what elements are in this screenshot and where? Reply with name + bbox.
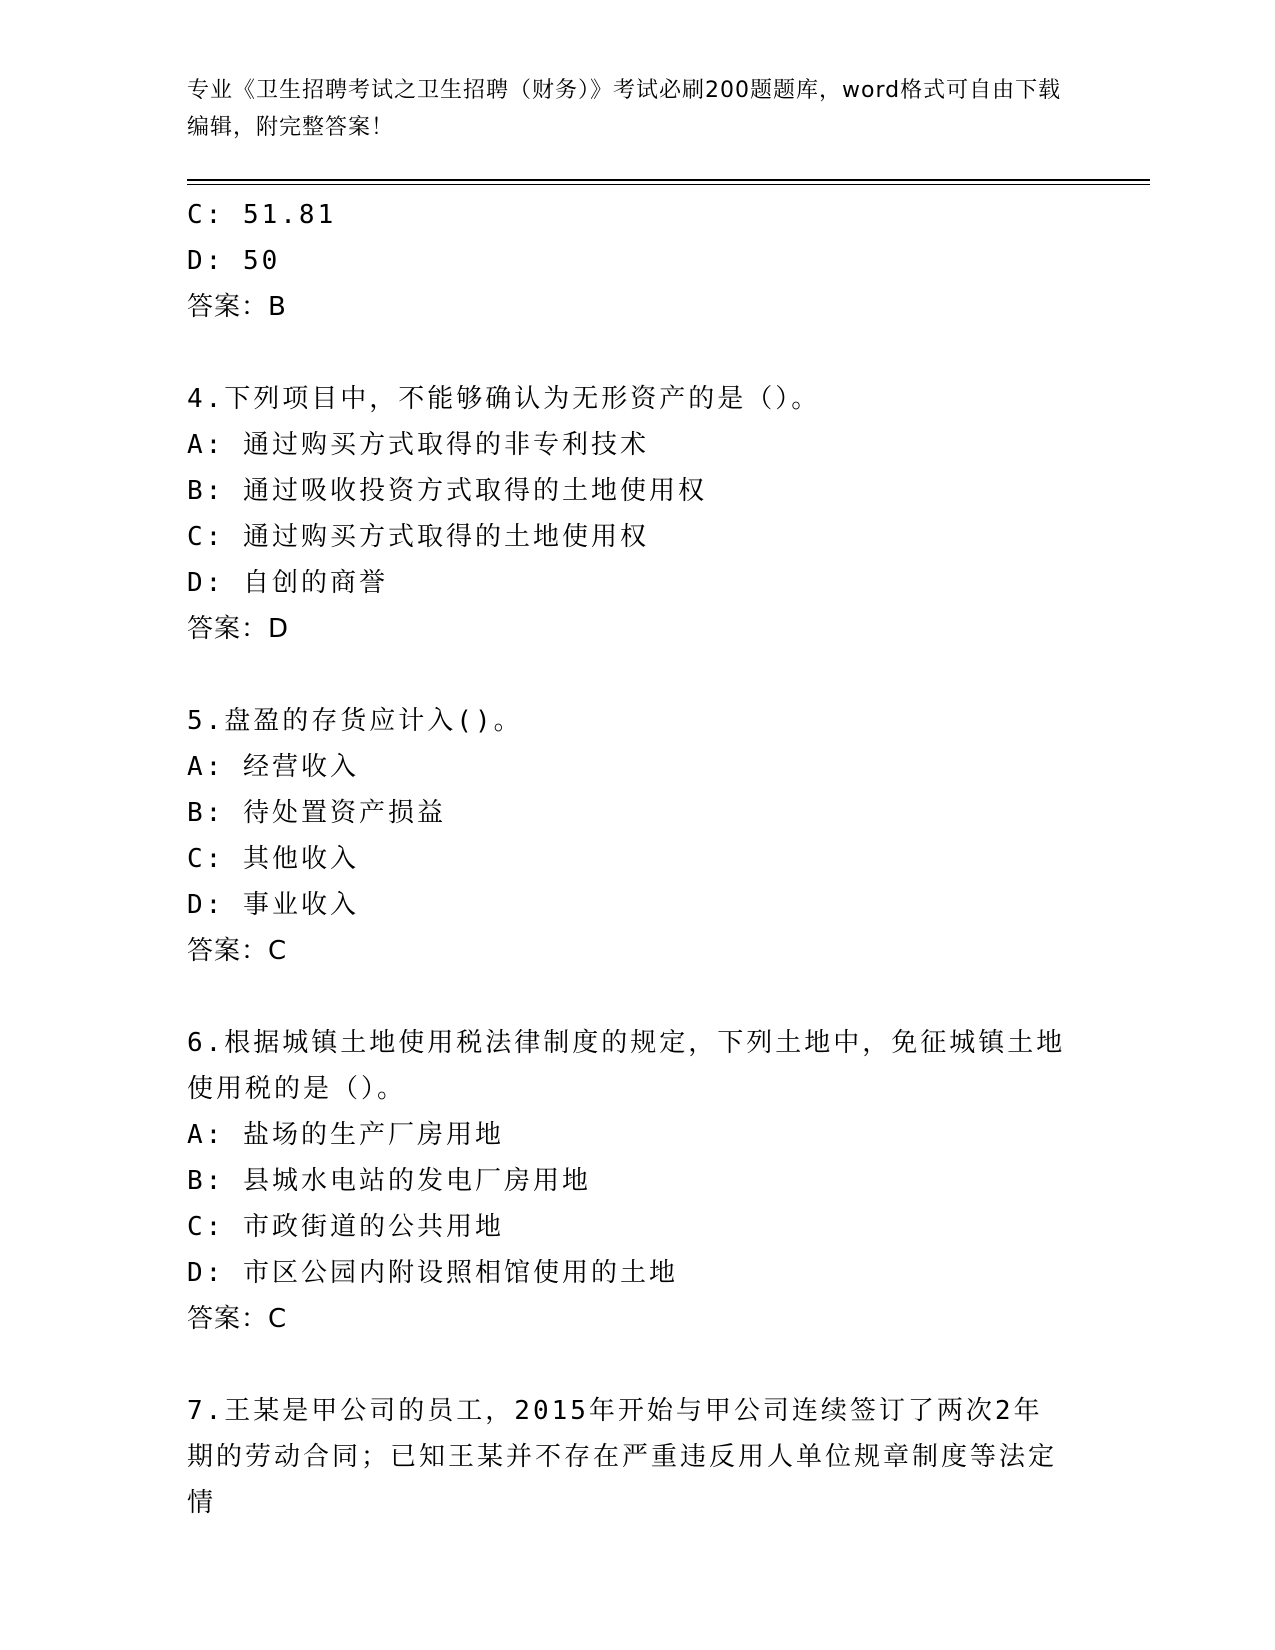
spacer [187,652,1067,698]
option-b: B: 通过吸收投资方式取得的土地使用权 [187,476,707,506]
spacer [187,1342,1067,1388]
answer: 答案：B [187,292,287,322]
question-stem: 7.王某是甲公司的员工，2015年开始与甲公司连续签订了两次2年期的劳动合同；已知王某并不存在严重违反用人单位规章制度等法定情 [187,1396,1058,1518]
header-rule-thick [187,179,1150,181]
question-3-tail [187,192,1067,330]
answer: 答案：C [187,1304,288,1334]
answer: 答案：D [187,614,290,644]
document-header: 专业《卫生招聘考试之卫生招聘（财务）》考试必刷200题题库，word格式可自由下载编辑，附完整答案！ [187,78,1062,140]
question-5 [187,698,1067,974]
question-stem: 4.下列项目中，不能够确认为无形资产的是（）。 [187,384,821,414]
question-stem: 5.盘盈的存货应计入()。 [187,706,523,736]
spacer [187,974,1067,1020]
header-rule-thin [187,184,1150,185]
option-a: A: 经营收入 [187,752,359,782]
option-a: A: 盐场的生产厂房用地 [187,1120,504,1150]
option-d: D: 50 [187,246,281,276]
question-6 [187,1020,1067,1342]
question-list [187,192,1067,1526]
option-c: C: 其他收入 [187,844,359,874]
option-d: D: 市区公园内附设照相馆使用的土地 [187,1258,678,1288]
question-4 [187,376,1067,652]
spacer [187,330,1067,376]
option-d: D: 自创的商誉 [187,568,388,598]
option-c: C: 51.81 [187,200,337,230]
option-d: D: 事业收入 [187,890,359,920]
question-7 [187,1388,1067,1526]
answer: 答案：C [187,936,288,966]
option-b: B: 待处置资产损益 [187,798,446,828]
option-c: C: 通过购买方式取得的土地使用权 [187,522,649,552]
option-c: C: 市政街道的公共用地 [187,1212,504,1242]
question-stem: 6.根据城镇土地使用税法律制度的规定，下列土地中，免征城镇土地使用税的是（）。 [187,1028,1066,1104]
option-a: A: 通过购买方式取得的非专利技术 [187,430,649,460]
option-b: B: 县城水电站的发电厂房用地 [187,1166,591,1196]
